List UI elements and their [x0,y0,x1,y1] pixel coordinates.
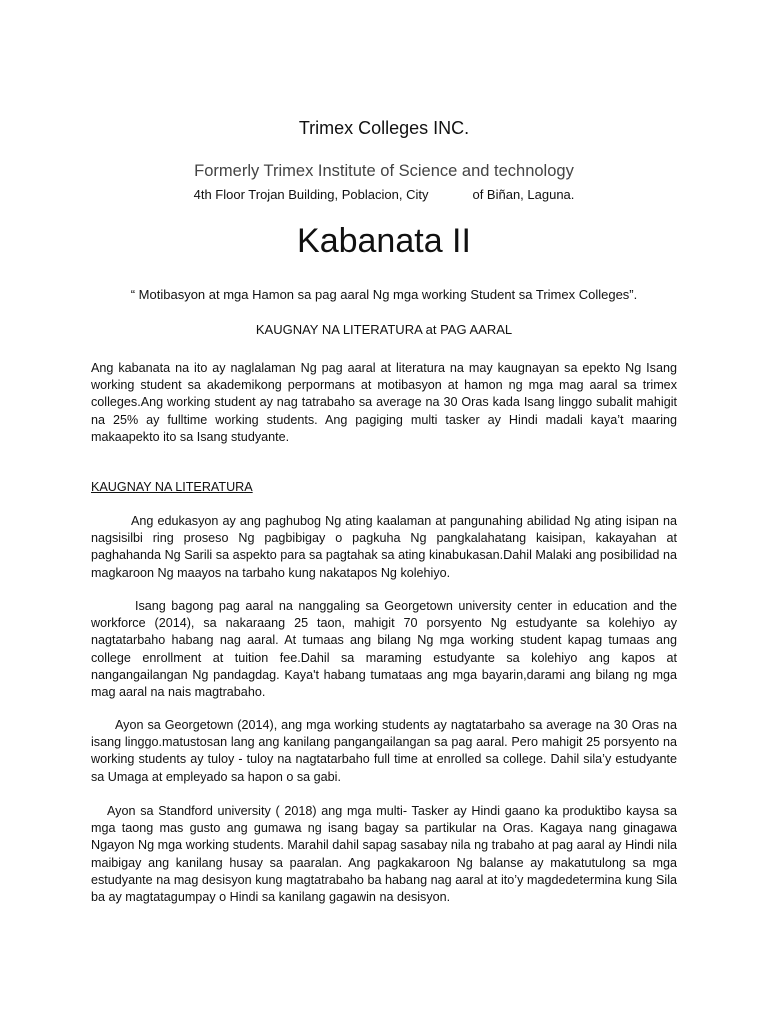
literature-paragraph-4 [91,803,677,906]
literature-paragraph-1-text: Ang edukasyon ay ang paghubog Ng ating kaalaman at pangunahing abilidad Ng ating isipan na nagsisilbi ring proseso Ng pagbibigay o pagkuha Ng pangkalahatang kaisipan, kakayahan at paghahanda Ng Sarili sa aspekto para sa pagtahak sa ating kinabukasan.Dahil Malaki ang posibilidad na magkaroon Ng maayos na tarbaho kung nakatapos Ng kolehiyo. [91,514,677,580]
study-title: “ Motibasyon at mga Hamon sa pag aaral Ng mga working Student sa Trimex Colleges”. [130,287,638,302]
chapter-title: Kabanata II [297,222,471,260]
school-address [0,187,768,202]
section-heading: KAUGNAY NA LITERATURA at PAG AARAL [255,322,513,337]
literature-paragraph-2 [91,598,677,701]
literature-paragraph-4-text: Ayon sa Standford university ( 2018) ang mga multi- Tasker ay Hindi gaano ka produktibo kaysa sa mga taong mas gusto ang gumawa ng isang bagay sa partikular na Oras. Kagaya nang ginagawa Ngayon Ng mga working students. Marahil dahil sapag sasabay nila ng trabaho at pag aaral ay Hindi nila maibigay ang kanilang husay sa paaralan. Ang pagkakaroon Ng balanse ay makatutulong sa mga estudyante na mag desisyon kung magtatrabaho ba habang nag aaral at ito’y magdedetermina kung Sila ba ay magtatagumpay o Hindi sa kanilang gagawin na desisyon. [91,804,677,905]
intro-paragraph: Ang kabanata na ito ay naglalaman Ng pag aaral at literatura na may kaugnayan sa epekto Ng Isang working student sa akademikong perpormans at motibasyon at hamon ng mga mag aaral sa trimex colleges.Ang working student ay nag tatrabaho sa average na 30 Oras kada Isang linggo subalit mahigit na 25% ay fulltime working students. Ang pagiging multi tasker ay Hindi madali kaya’t maaring makaapekto ito sa Isang studyante. [91,361,677,444]
address-part-1: 4th Floor Trojan Building, Poblacion, City [193,187,429,202]
literature-paragraph-2-text: Isang bagong pag aaral na nanggaling sa Georgetown university center in education and the workforce (2014), sa nakaraang 25 taon, mahigit 70 porsyento Ng estudyante sa kolehiyo ay nagtatarbaho habang nag aaral. At tumaas ang bilang Ng mga working student kapag tumaas ang college enrollment at tuition fee.Dahil sa maraming estudyante sa kolehiyo ang kapos at nangangailangan Ng pandagdag. Kaya't habang tumataas ang mga bayarin,darami ang bilang ng mga mag aaral na nais magtrabaho. [91,599,677,700]
address-part-2: of Biñan, Laguna. [472,187,575,202]
literature-paragraph-1 [91,513,677,582]
school-name: Trimex Colleges INC. [298,118,470,138]
literature-paragraph-3-text: Ayon sa Georgetown (2014), ang mga working students ay nagtatarbaho sa average na 30 Oras na isang linggo.matustosan lang ang kanilang pangangailangan sa pag aaral. Pero mahigit 25 porsyento na working students ay tuloy - tuloy na nagtatarbaho full time at enrolled sa college. Dahil sila’y estudyante sa Umaga at empleyado sa hapon o sa gabi. [91,718,677,784]
literature-paragraph-3 [91,717,677,786]
former-school-name: Formerly Trimex Institute of Science and technology [194,162,574,180]
literature-heading: KAUGNAY NA LITERATURA [91,480,253,494]
